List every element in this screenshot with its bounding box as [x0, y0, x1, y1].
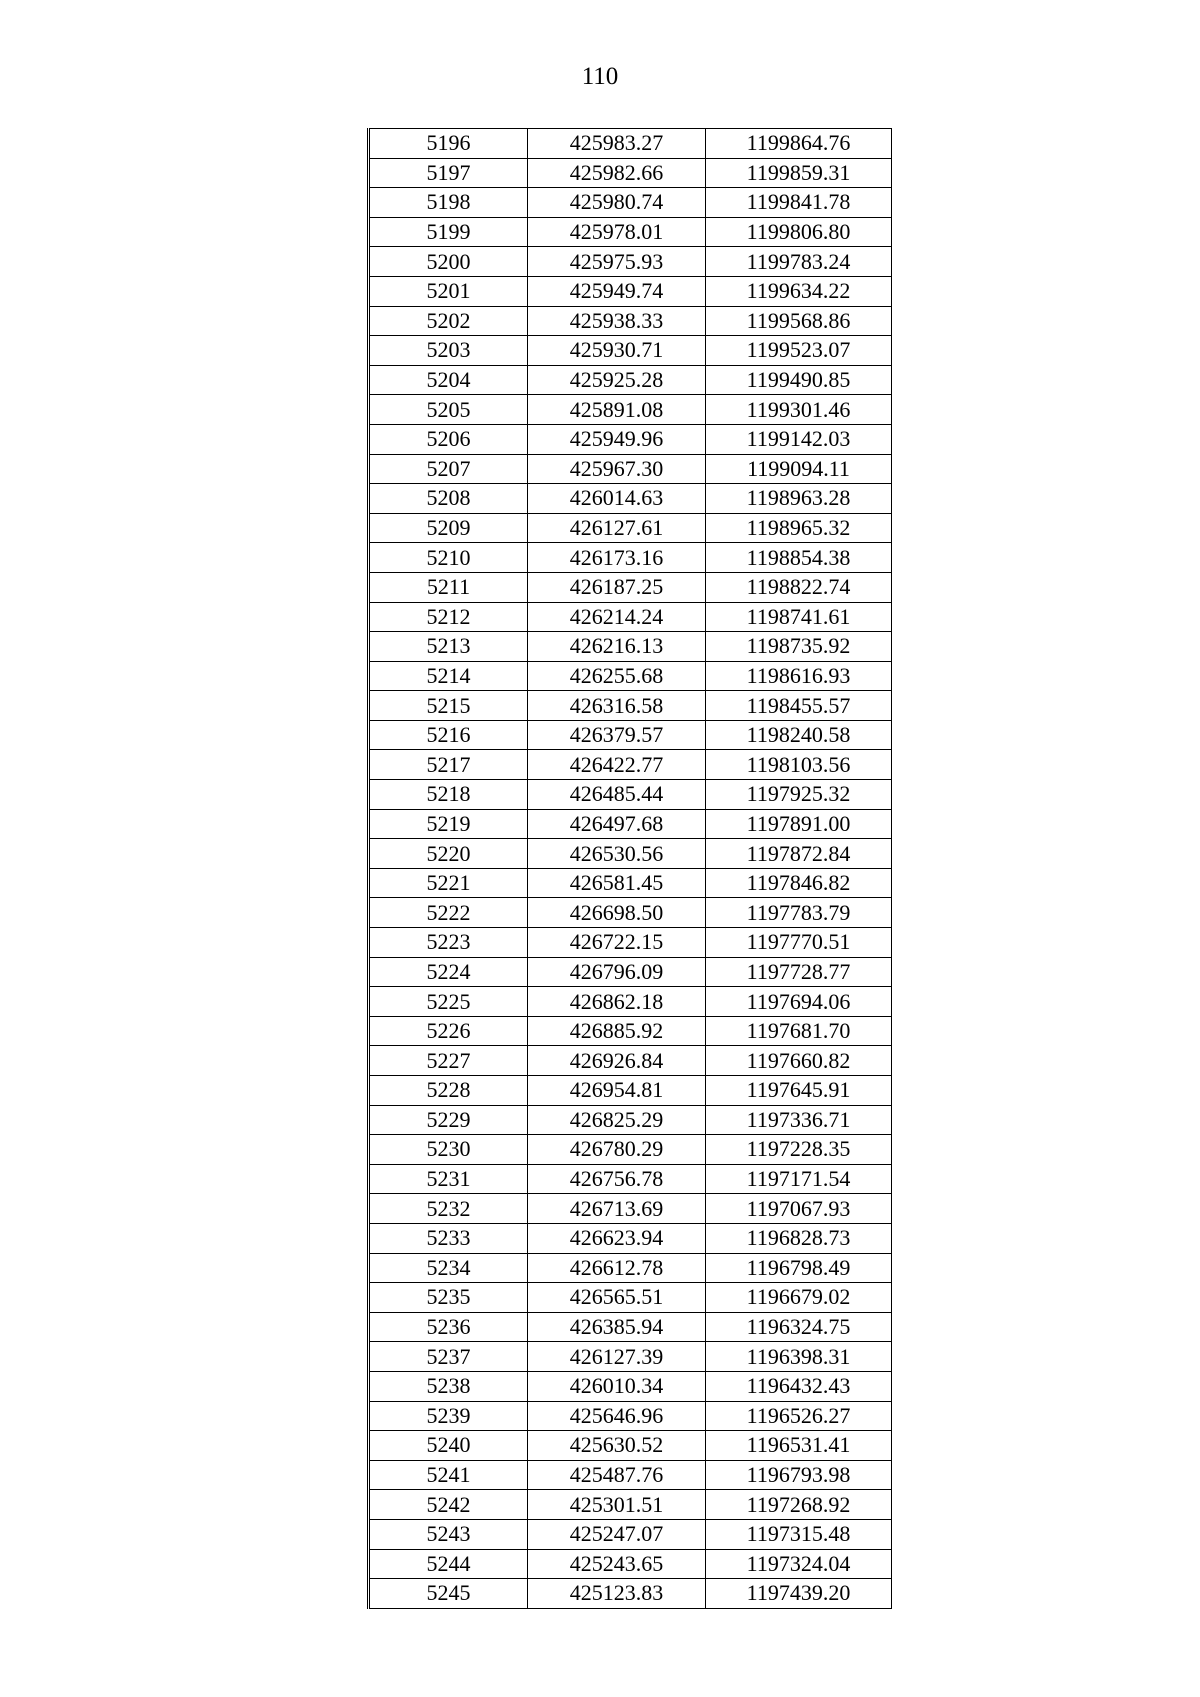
point-number-cell: 5222 [369, 898, 528, 928]
point-number-cell: 5209 [369, 513, 528, 543]
y-coordinate-cell: 1196531.41 [706, 1431, 892, 1461]
point-number-cell: 5202 [369, 306, 528, 336]
point-number-cell: 5207 [369, 454, 528, 484]
x-coordinate-cell: 425243.65 [528, 1549, 706, 1579]
point-number-cell: 5228 [369, 1076, 528, 1106]
x-coordinate-cell: 426623.94 [528, 1223, 706, 1253]
point-number-cell: 5243 [369, 1519, 528, 1549]
table-row [369, 1431, 892, 1461]
table-row [369, 1490, 892, 1520]
y-coordinate-cell: 1196828.73 [706, 1223, 892, 1253]
y-coordinate-cell: 1196526.27 [706, 1401, 892, 1431]
table-row [369, 987, 892, 1017]
x-coordinate-cell: 425938.33 [528, 306, 706, 336]
table-row [369, 928, 892, 958]
point-number-cell: 5245 [369, 1579, 528, 1609]
table-row [369, 780, 892, 810]
x-coordinate-cell: 426385.94 [528, 1312, 706, 1342]
y-coordinate-cell: 1197681.70 [706, 1016, 892, 1046]
x-coordinate-cell: 425930.71 [528, 336, 706, 366]
x-coordinate-cell: 426214.24 [528, 602, 706, 632]
table-row [369, 306, 892, 336]
table-row [369, 276, 892, 306]
x-coordinate-cell: 425487.76 [528, 1460, 706, 1490]
y-coordinate-cell: 1197645.91 [706, 1076, 892, 1106]
x-coordinate-cell: 426422.77 [528, 750, 706, 780]
table-row [369, 1194, 892, 1224]
x-coordinate-cell: 425975.93 [528, 247, 706, 277]
y-coordinate-cell: 1196324.75 [706, 1312, 892, 1342]
table-row [369, 513, 892, 543]
point-number-cell: 5234 [369, 1253, 528, 1283]
table-row [369, 484, 892, 514]
table-row [369, 602, 892, 632]
x-coordinate-cell: 426862.18 [528, 987, 706, 1017]
point-number-cell: 5210 [369, 543, 528, 573]
x-coordinate-cell: 426954.81 [528, 1076, 706, 1106]
point-number-cell: 5240 [369, 1431, 528, 1461]
y-coordinate-cell: 1197925.32 [706, 780, 892, 810]
table-row [369, 247, 892, 277]
table-row [369, 1016, 892, 1046]
x-coordinate-cell: 426565.51 [528, 1283, 706, 1313]
x-coordinate-cell: 425646.96 [528, 1401, 706, 1431]
point-number-cell: 5232 [369, 1194, 528, 1224]
x-coordinate-cell: 426497.68 [528, 809, 706, 839]
y-coordinate-cell: 1197315.48 [706, 1519, 892, 1549]
table-row [369, 809, 892, 839]
coordinates-table-body [369, 129, 892, 1609]
point-number-cell: 5227 [369, 1046, 528, 1076]
y-coordinate-cell: 1198616.93 [706, 661, 892, 691]
table-row [369, 129, 892, 159]
x-coordinate-cell: 426010.34 [528, 1371, 706, 1401]
point-number-cell: 5196 [369, 129, 528, 159]
table-row [369, 572, 892, 602]
y-coordinate-cell: 1197770.51 [706, 928, 892, 958]
x-coordinate-cell: 426485.44 [528, 780, 706, 810]
y-coordinate-cell: 1198741.61 [706, 602, 892, 632]
coordinates-table [367, 128, 892, 1609]
y-coordinate-cell: 1196793.98 [706, 1460, 892, 1490]
x-coordinate-cell: 426612.78 [528, 1253, 706, 1283]
table-row [369, 1164, 892, 1194]
y-coordinate-cell: 1199568.86 [706, 306, 892, 336]
y-coordinate-cell: 1199523.07 [706, 336, 892, 366]
point-number-cell: 5220 [369, 839, 528, 869]
point-number-cell: 5237 [369, 1342, 528, 1372]
x-coordinate-cell: 426713.69 [528, 1194, 706, 1224]
point-number-cell: 5198 [369, 188, 528, 218]
table-row [369, 1342, 892, 1372]
point-number-cell: 5204 [369, 365, 528, 395]
y-coordinate-cell: 1197846.82 [706, 868, 892, 898]
x-coordinate-cell: 426379.57 [528, 720, 706, 750]
y-coordinate-cell: 1199859.31 [706, 158, 892, 188]
y-coordinate-cell: 1197891.00 [706, 809, 892, 839]
y-coordinate-cell: 1199783.24 [706, 247, 892, 277]
table-row [369, 1135, 892, 1165]
point-number-cell: 5225 [369, 987, 528, 1017]
x-coordinate-cell: 425980.74 [528, 188, 706, 218]
y-coordinate-cell: 1196679.02 [706, 1283, 892, 1313]
table-row [369, 898, 892, 928]
y-coordinate-cell: 1199142.03 [706, 424, 892, 454]
y-coordinate-cell: 1197660.82 [706, 1046, 892, 1076]
y-coordinate-cell: 1197728.77 [706, 957, 892, 987]
y-coordinate-cell: 1199634.22 [706, 276, 892, 306]
x-coordinate-cell: 426127.61 [528, 513, 706, 543]
point-number-cell: 5236 [369, 1312, 528, 1342]
point-number-cell: 5206 [369, 424, 528, 454]
y-coordinate-cell: 1197439.20 [706, 1579, 892, 1609]
y-coordinate-cell: 1196398.31 [706, 1342, 892, 1372]
x-coordinate-cell: 425983.27 [528, 129, 706, 159]
x-coordinate-cell: 425925.28 [528, 365, 706, 395]
table-row [369, 1312, 892, 1342]
y-coordinate-cell: 1198455.57 [706, 691, 892, 721]
y-coordinate-cell: 1196432.43 [706, 1371, 892, 1401]
x-coordinate-cell: 426581.45 [528, 868, 706, 898]
point-number-cell: 5205 [369, 395, 528, 425]
y-coordinate-cell: 1197171.54 [706, 1164, 892, 1194]
point-number-cell: 5211 [369, 572, 528, 602]
table-row [369, 1283, 892, 1313]
table-row [369, 336, 892, 366]
point-number-cell: 5213 [369, 632, 528, 662]
x-coordinate-cell: 426796.09 [528, 957, 706, 987]
table-row [369, 158, 892, 188]
x-coordinate-cell: 426173.16 [528, 543, 706, 573]
y-coordinate-cell: 1199841.78 [706, 188, 892, 218]
point-number-cell: 5201 [369, 276, 528, 306]
point-number-cell: 5214 [369, 661, 528, 691]
x-coordinate-cell: 425891.08 [528, 395, 706, 425]
y-coordinate-cell: 1197336.71 [706, 1105, 892, 1135]
y-coordinate-cell: 1197872.84 [706, 839, 892, 869]
x-coordinate-cell: 426825.29 [528, 1105, 706, 1135]
y-coordinate-cell: 1198240.58 [706, 720, 892, 750]
table-row [369, 1253, 892, 1283]
table-row [369, 1519, 892, 1549]
y-coordinate-cell: 1199864.76 [706, 129, 892, 159]
table-row [369, 691, 892, 721]
point-number-cell: 5219 [369, 809, 528, 839]
y-coordinate-cell: 1197783.79 [706, 898, 892, 928]
point-number-cell: 5197 [369, 158, 528, 188]
page-number: 110 [581, 63, 619, 90]
y-coordinate-cell: 1198735.92 [706, 632, 892, 662]
point-number-cell: 5218 [369, 780, 528, 810]
table-row [369, 1579, 892, 1609]
table-row [369, 1223, 892, 1253]
y-coordinate-cell: 1199094.11 [706, 454, 892, 484]
point-number-cell: 5215 [369, 691, 528, 721]
x-coordinate-cell: 426756.78 [528, 1164, 706, 1194]
x-coordinate-cell: 425301.51 [528, 1490, 706, 1520]
point-number-cell: 5231 [369, 1164, 528, 1194]
x-coordinate-cell: 425978.01 [528, 217, 706, 247]
x-coordinate-cell: 425982.66 [528, 158, 706, 188]
point-number-cell: 5230 [369, 1135, 528, 1165]
x-coordinate-cell: 426316.58 [528, 691, 706, 721]
table-row [369, 661, 892, 691]
table-row [369, 365, 892, 395]
y-coordinate-cell: 1197228.35 [706, 1135, 892, 1165]
table-row [369, 454, 892, 484]
x-coordinate-cell: 426885.92 [528, 1016, 706, 1046]
table-row [369, 868, 892, 898]
y-coordinate-cell: 1196798.49 [706, 1253, 892, 1283]
table-row [369, 1105, 892, 1135]
table-row [369, 424, 892, 454]
y-coordinate-cell: 1198965.32 [706, 513, 892, 543]
x-coordinate-cell: 426530.56 [528, 839, 706, 869]
point-number-cell: 5244 [369, 1549, 528, 1579]
table-row [369, 395, 892, 425]
y-coordinate-cell: 1199301.46 [706, 395, 892, 425]
x-coordinate-cell: 425247.07 [528, 1519, 706, 1549]
point-number-cell: 5203 [369, 336, 528, 366]
x-coordinate-cell: 426127.39 [528, 1342, 706, 1372]
x-coordinate-cell: 426255.68 [528, 661, 706, 691]
y-coordinate-cell: 1199490.85 [706, 365, 892, 395]
x-coordinate-cell: 426216.13 [528, 632, 706, 662]
table-row [369, 1401, 892, 1431]
point-number-cell: 5223 [369, 928, 528, 958]
point-number-cell: 5242 [369, 1490, 528, 1520]
point-number-cell: 5212 [369, 602, 528, 632]
y-coordinate-cell: 1199806.80 [706, 217, 892, 247]
point-number-cell: 5208 [369, 484, 528, 514]
x-coordinate-cell: 425967.30 [528, 454, 706, 484]
x-coordinate-cell: 426926.84 [528, 1046, 706, 1076]
point-number-cell: 5229 [369, 1105, 528, 1135]
y-coordinate-cell: 1198822.74 [706, 572, 892, 602]
point-number-cell: 5226 [369, 1016, 528, 1046]
y-coordinate-cell: 1197694.06 [706, 987, 892, 1017]
point-number-cell: 5200 [369, 247, 528, 277]
y-coordinate-cell: 1197268.92 [706, 1490, 892, 1520]
point-number-cell: 5238 [369, 1371, 528, 1401]
table-row [369, 957, 892, 987]
table-row [369, 1460, 892, 1490]
y-coordinate-cell: 1198854.38 [706, 543, 892, 573]
table-row [369, 188, 892, 218]
table-row [369, 1046, 892, 1076]
x-coordinate-cell: 426780.29 [528, 1135, 706, 1165]
point-number-cell: 5239 [369, 1401, 528, 1431]
table-row [369, 632, 892, 662]
table-row [369, 1371, 892, 1401]
point-number-cell: 5221 [369, 868, 528, 898]
point-number-cell: 5235 [369, 1283, 528, 1313]
x-coordinate-cell: 426698.50 [528, 898, 706, 928]
x-coordinate-cell: 426014.63 [528, 484, 706, 514]
x-coordinate-cell: 425949.74 [528, 276, 706, 306]
table-row [369, 217, 892, 247]
point-number-cell: 5241 [369, 1460, 528, 1490]
table-row [369, 543, 892, 573]
point-number-cell: 5224 [369, 957, 528, 987]
x-coordinate-cell: 426187.25 [528, 572, 706, 602]
table-row [369, 720, 892, 750]
y-coordinate-cell: 1198963.28 [706, 484, 892, 514]
table-row [369, 839, 892, 869]
x-coordinate-cell: 425123.83 [528, 1579, 706, 1609]
x-coordinate-cell: 426722.15 [528, 928, 706, 958]
y-coordinate-cell: 1198103.56 [706, 750, 892, 780]
x-coordinate-cell: 425949.96 [528, 424, 706, 454]
y-coordinate-cell: 1197067.93 [706, 1194, 892, 1224]
table-row [369, 750, 892, 780]
table-row [369, 1076, 892, 1106]
y-coordinate-cell: 1197324.04 [706, 1549, 892, 1579]
table-row [369, 1549, 892, 1579]
point-number-cell: 5199 [369, 217, 528, 247]
point-number-cell: 5216 [369, 720, 528, 750]
point-number-cell: 5233 [369, 1223, 528, 1253]
x-coordinate-cell: 425630.52 [528, 1431, 706, 1461]
point-number-cell: 5217 [369, 750, 528, 780]
